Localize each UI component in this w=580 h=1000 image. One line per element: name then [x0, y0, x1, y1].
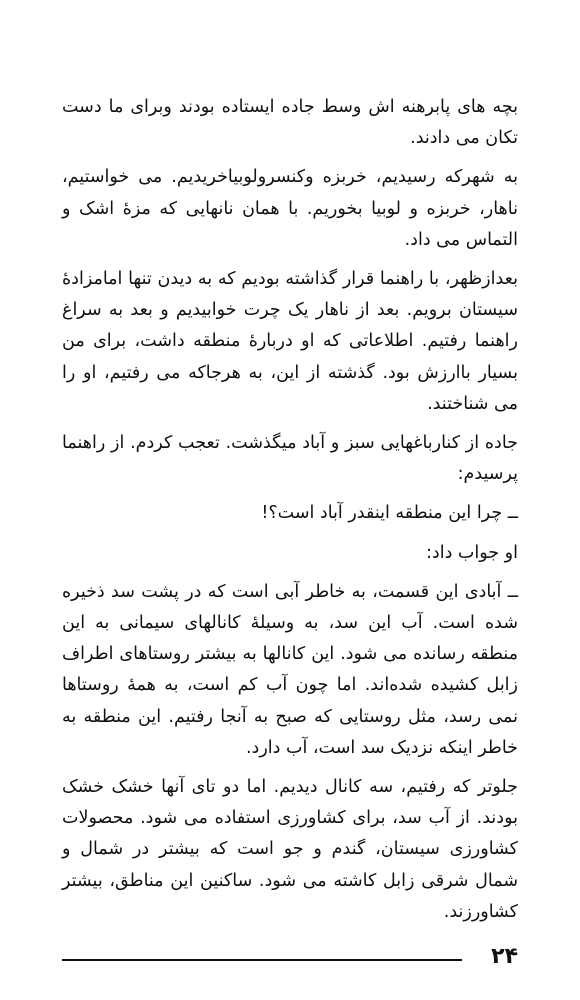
paragraph-4: جاده از کنارباغهایی سبز و آباد میگذشت. تعجب کردم. از راهنما پرسیدم: [62, 433, 518, 485]
page-footer [62, 944, 518, 971]
paragraph-6: جلوتر که رفتیم، سه کانال دیدیم. اما دو تای آنها خشک خشک بودند. از آب سد، برای کشاورزی استفاده می شود. محصولات کشاورزی سیستان، گندم و جو است که بیشتر در شمال و شمال شرقی زابل کاشته می شود. ساکنین این مناطق، بیشتر کشاورزند. [62, 777, 518, 922]
paragraph-1: بچه های پابرهنه اش وسط جاده ایستاده بودند وبرای ما دست تکان می دادند. [62, 97, 518, 149]
paragraph-2: به شهرکه رسیدیم، خربزه وکنسرولوبیاخریدیم. می خواستیم، ناهار، خربزه و لوبیا بخوریم. با همان نانهایی که مزهٔ اشک و التماس می داد. [62, 167, 518, 250]
answer-intro: او جواب داد: [426, 542, 518, 563]
paragraph-5: ــ آبادی این قسمت، به خاطر آبی است که در پشت سد ذخیره شده است. آب این سد، به وسیلهٔ کانالهای سیمانی به این منطقه رسانده می شود. این کانالها به بیشتر روستاهای اطراف زابل کشیده شده‌اند. اما چون آب کم است، به همهٔ روستاها نمی رسد، مثل روستایی که صبح به آنجا رفتیم. این منطقه به خاطر اینکه نزدیک سد است، آب دارد. [62, 581, 518, 758]
question-line: ــ چرا این منطقه اینقدر آباد است؟! [261, 503, 518, 524]
page-number: ۲۴ [491, 944, 518, 969]
paragraph-3: بعدازظهر، با راهنما قرار گذاشته بودیم که به دیدن تنها امامزادهٔ سیستان برویم. بعد از ناهار یک چرت خوابیدیم و بعد به سراغ راهنما رفتیم. اطلاعاتی که او دربارهٔ منطقه داشت، برای من بسیار باارزش بود. گذشته از این، به هرجاکه می رفتیم، او را می شناختند. [62, 269, 518, 414]
body-text [62, 92, 518, 936]
footer-rule [62, 959, 462, 961]
